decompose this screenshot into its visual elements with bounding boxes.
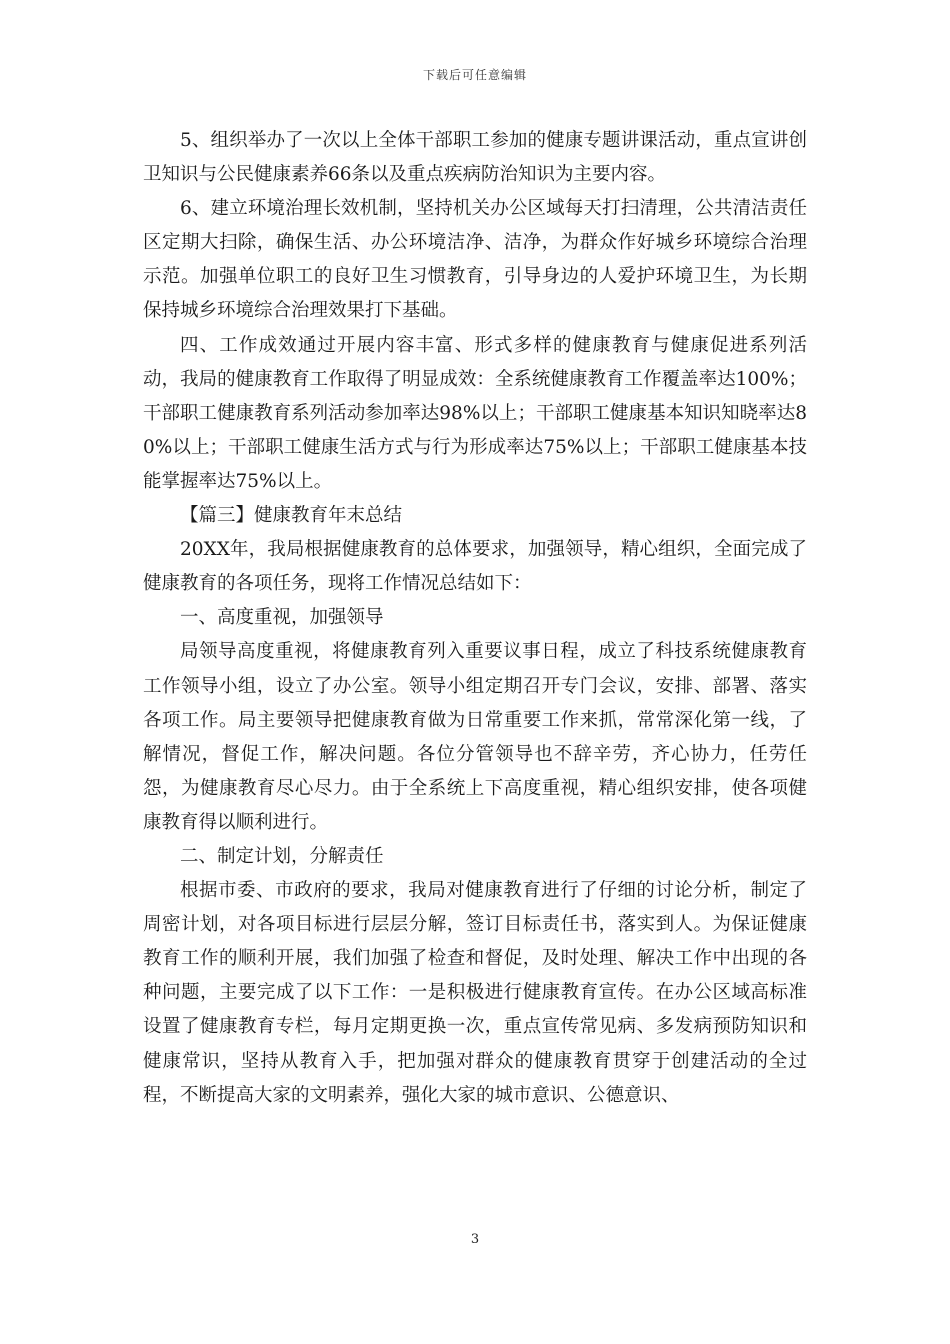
subheading-leadership: 一、高度重视，加强领导 (180, 607, 384, 629)
section-heading-part-three: 【篇三】健康教育年末总结 (180, 505, 403, 527)
document-body (143, 124, 807, 1113)
paragraph-leadership: 局领导高度重视，将健康教育列入重要议事日程，成立了科技系统健康教育工作领导小组，设立了办公室。领导小组定期召开专门会议，安排、部署、落实各项工作。局主要领导把健康教育做为日常重要工作来抓，常常深化第一线，了解情况，督促工作，解决问题。各位分管领导也不辞辛劳，齐心协力，任劳任怨，为健康教育尽心尽力。由于全系统上下高度重视，精心组织安排，使各项健康教育得以顺利进行。 (143, 641, 807, 833)
paragraph-planning: 根据市委、市政府的要求，我局对健康教育进行了仔细的讨论分析，制定了周密计划，对各项目标进行层层分解，签订目标责任书，落实到人。为保证健康教育工作的顺利开展，我们加强了检查和督促，及时处理、解决工作中出现的各种问题，主要完成了以下工作：一是积极进行健康教育宣传。在办公区域高标准设置了健康教育专栏，每月定期更换一次，重点宣传常见病、多发病预防知识和健康常识，坚持从教育入手，把加强对群众的健康教育贯穿于创建活动的全过程，不断提高大家的文明素养，强化大家的城市意识、公德意识、 (143, 880, 807, 1106)
paragraph-intro: 20XX年，我局根据健康教育的总体要求，加强领导，精心组织，全面完成了健康教育的各项任务，现将工作情况总结如下： (143, 539, 807, 595)
paragraph-item-6: 6、建立环境治理长效机制，坚持机关办公区域每天打扫清理，公共清洁责任区定期大扫除，确保生活、办公环境洁净、洁净，为群众作好城乡环境综合治理示范。加强单位职工的良好卫生习惯教育，引导身边的人爱护环境卫生，为长期保持城乡环境综合治理效果打下基础。 (143, 198, 807, 322)
paragraph-work-results: 四、工作成效通过开展内容丰富、形式多样的健康教育与健康促进系列活动，我局的健康教育工作取得了明显成效：全系统健康教育工作覆盖率达100%；干部职工健康教育系列活动参加率达98%以上；干部职工健康基本知识知晓率达80%以上；干部职工健康生活方式与行为形成率达75%以上；干部职工健康基本技能掌握率达75%以上。 (143, 334, 807, 492)
header-note: 下载后可任意编辑 (422, 68, 527, 82)
paragraph-item-5: 5、组织举办了一次以上全体干部职工参加的健康专题讲课活动，重点宣讲创卫知识与公民健康素养66条以及重点疾病防治知识为主要内容。 (143, 130, 807, 186)
subheading-planning: 二、制定计划，分解责任 (180, 845, 384, 867)
page-number: 3 (470, 1232, 480, 1247)
